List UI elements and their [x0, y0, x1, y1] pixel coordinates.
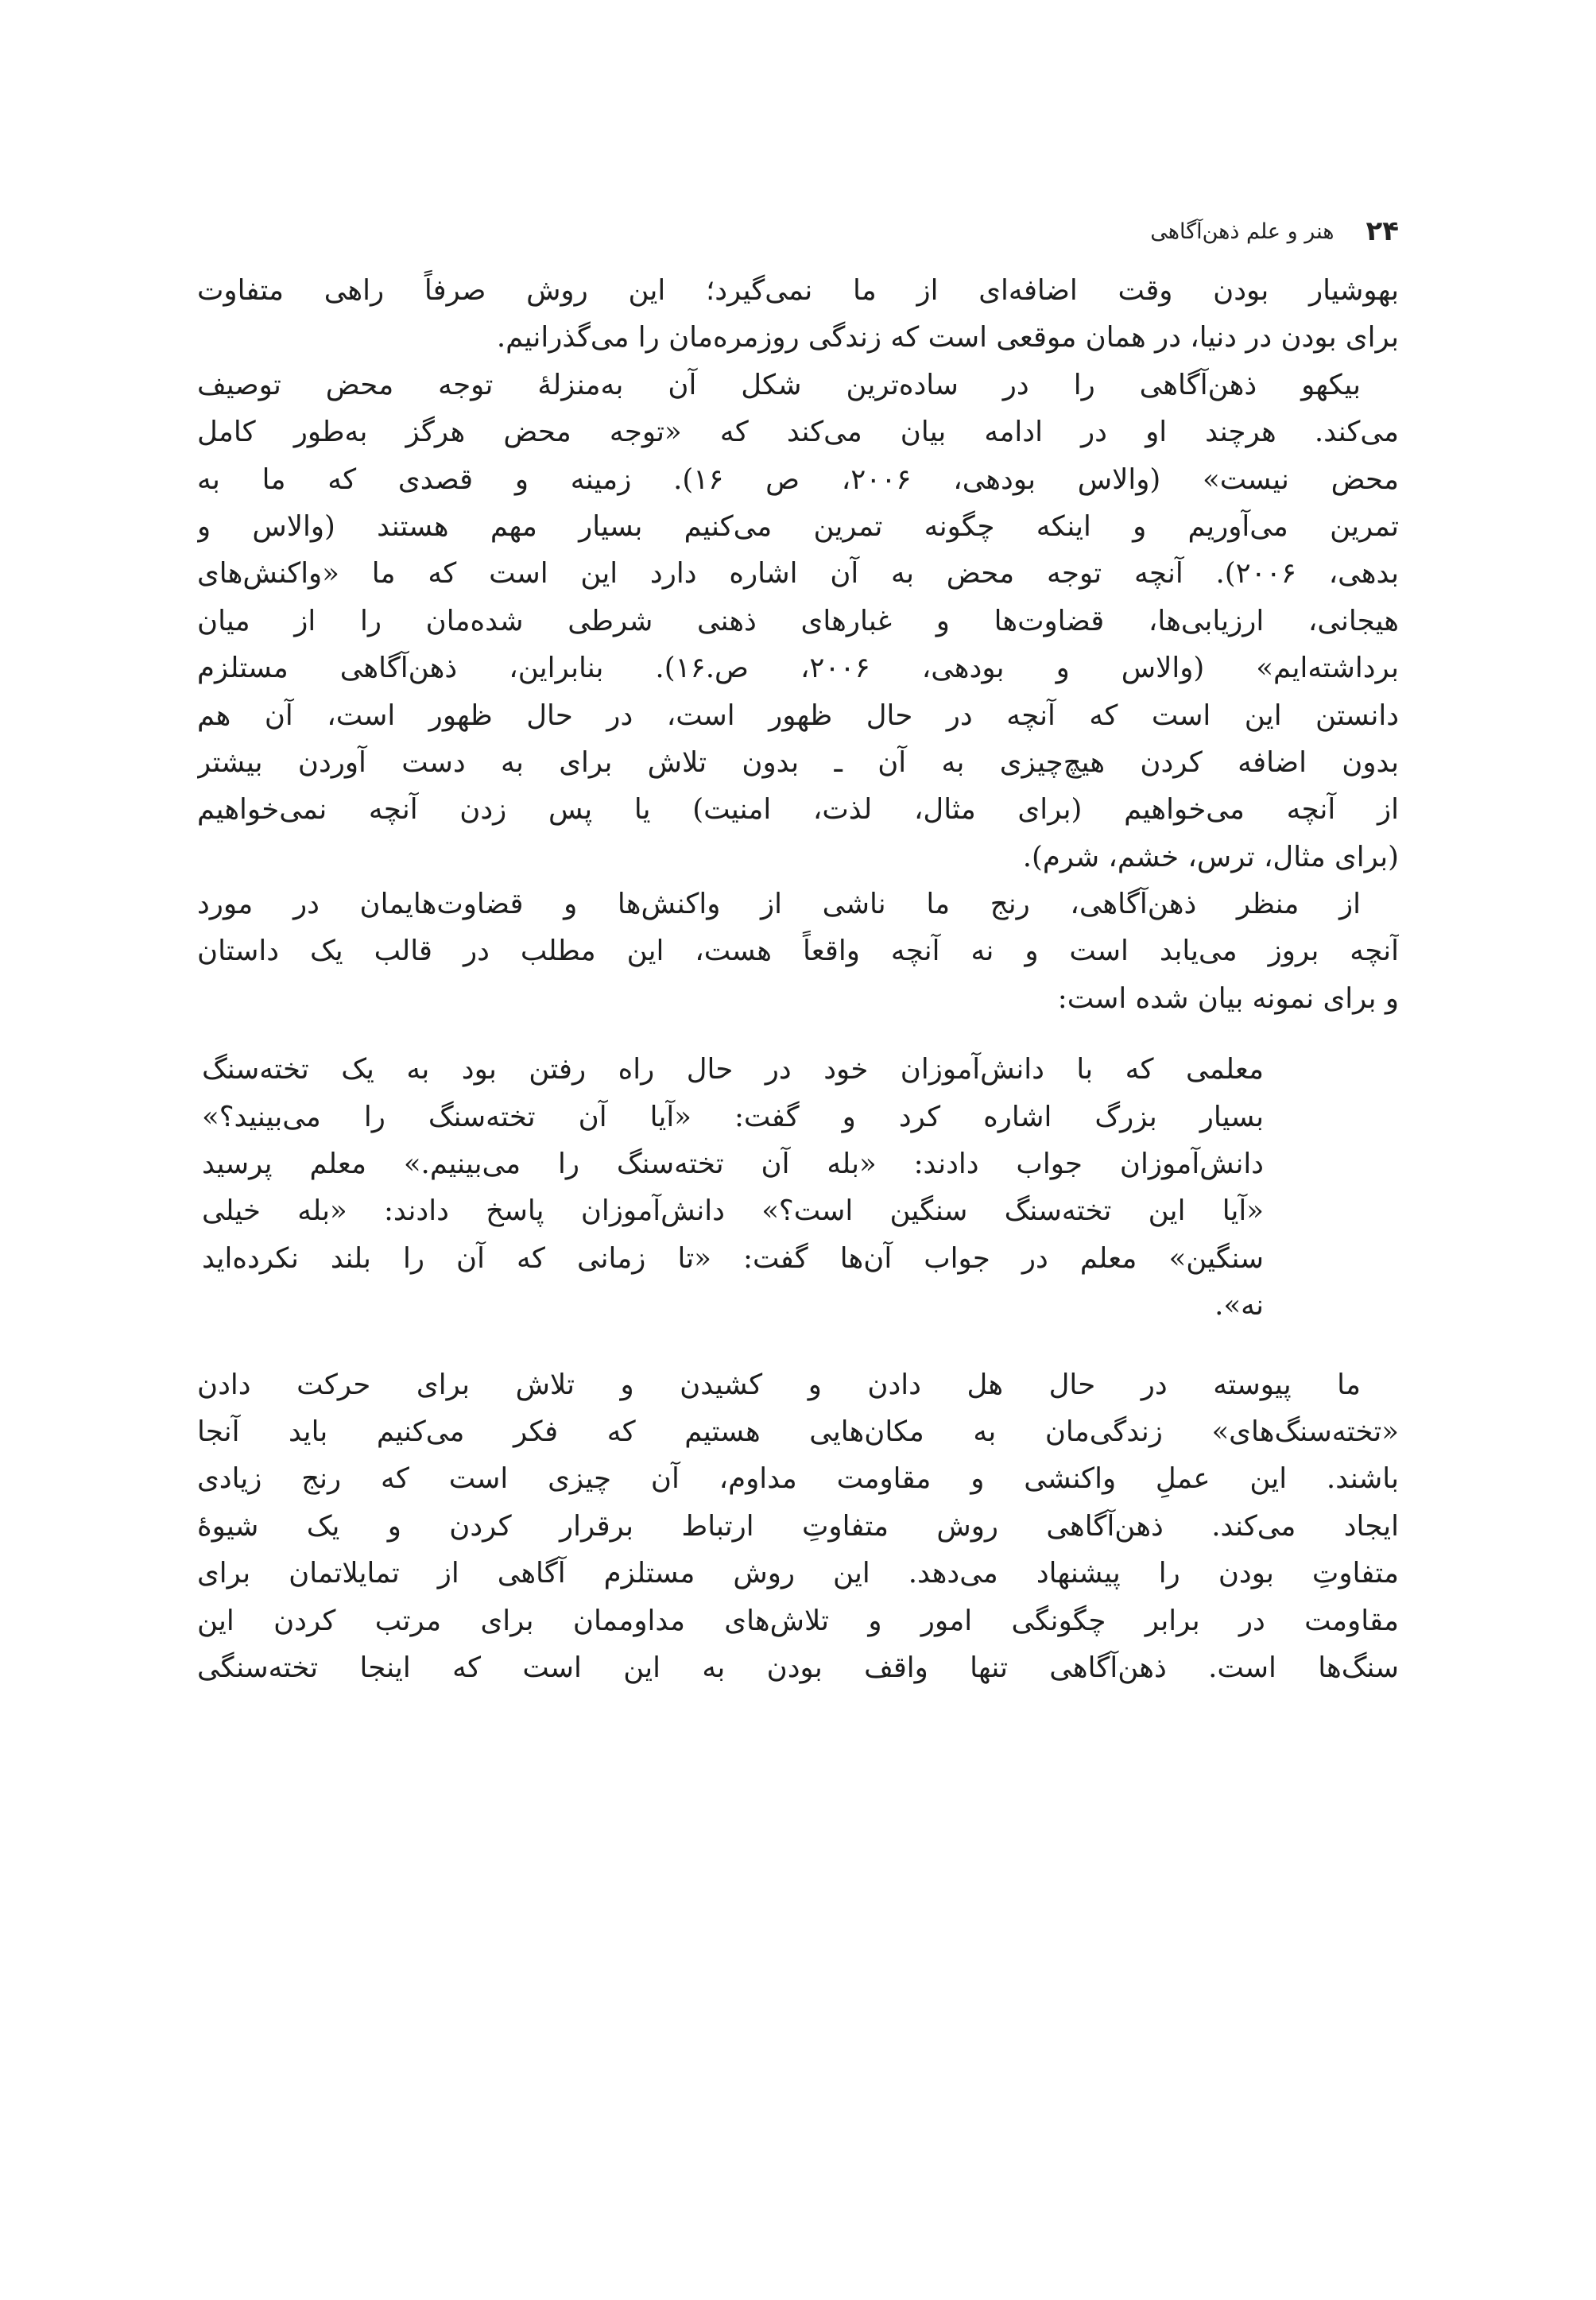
paragraph: [197, 362, 1399, 881]
text-line: از آنچه می‌خواهیم (برای مثال، لذت، امنیت) یا پس زدن آنچه نمی‌خواهیم: [197, 793, 1399, 827]
text-line: (برای مثال، ترس، خشم، شرم).: [1022, 840, 1399, 873]
body-text: [197, 267, 1399, 1691]
quote-line: نه».: [1214, 1289, 1264, 1322]
text-line: باشند. این عملِ واکنشی و مقاومت مداوم، آن چیزی است که رنج زیادی: [197, 1462, 1399, 1496]
text-line: محض نیست» (والاس بودهی، ۲۰۰۶، ص ۱۶). زمینه و قصدی که ما به: [197, 463, 1399, 496]
text-line: «تخته‌سنگ‌های» زندگی‌مان به مکان‌هایی هستیم که فکر می‌کنیم باید آنجا: [197, 1415, 1399, 1448]
text-line: بیکهو ذهن‌آگاهی را در ساده‌ترین شکل آن به‌منزلهٔ توجه محض توصیف: [197, 368, 1361, 401]
quote-line: سنگین» معلم در جواب آن‌ها گفت: «تا زمانی که آن را بلند نکرده‌اید: [202, 1241, 1264, 1275]
paragraph: [197, 881, 1399, 1022]
text-line: بدهی، ۲۰۰۶). آنچه توجه محض به آن اشاره دارد این است که ما «واکنش‌های: [197, 557, 1399, 590]
block-quote: [202, 1046, 1264, 1329]
quote-line: «آیا این تخته‌سنگ سنگین است؟» دانش‌آموزان پاسخ دادند: «بله خیلی: [202, 1195, 1264, 1228]
quote-line: معلمی که با دانش‌آموزان خود در حال راه رفتن بود به یک تخته‌سنگ: [202, 1053, 1264, 1086]
text-line: سنگ‌ها است. ذهن‌آگاهی تنها واقف بودن به این است که اینجا تخته‌سنگی: [197, 1651, 1399, 1684]
quote-line: دانش‌آموزان جواب دادند: «بله آن تخته‌سنگ را می‌بینیم.» معلم پرسید: [202, 1148, 1264, 1181]
paragraph: [197, 1361, 1399, 1692]
text-line: برداشته‌ایم» (والاس و بودهی، ۲۰۰۶، ص.۱۶). بنابراین، ذهن‌آگاهی مستلزم: [197, 652, 1399, 685]
running-header: [191, 213, 1399, 250]
text-line: متفاوتِ بودن را پیشنهاد می‌دهد. این روش مستلزم آگاهی از تمایلاتمان برای: [197, 1557, 1399, 1590]
page-number: ۲۴: [1366, 215, 1399, 247]
text-line: بهوشیار بودن وقت اضافه‌ای از ما نمی‌گیرد؛ این روش صرفاً راهی متفاوت: [197, 274, 1399, 307]
text-line: از منظر ذهن‌آگاهی، رنج ما ناشی از واکنش‌ها و قضاوت‌هایمان در مورد: [197, 888, 1361, 921]
text-line: می‌کند. هرچند او در ادامه بیان می‌کند که «توجه محض هرگز به‌طور کامل: [197, 416, 1399, 449]
text-line: آنچه بروز می‌یابد است و نه آنچه واقعاً هست، این مطلب در قالب یک داستان: [197, 935, 1399, 968]
text-line: ایجاد می‌کند. ذهن‌آگاهی روش متفاوتِ ارتباط برقرار کردن و یک شیوهٔ: [197, 1509, 1399, 1543]
text-line: دانستن این است که آنچه در حال ظهور است، در حال ظهور است، آن هم: [197, 699, 1399, 732]
text-line: مقاومت در برابر چگونگی امور و تلاش‌های مداوممان برای مرتب کردن این: [197, 1604, 1399, 1637]
quote-line: بسیار بزرگ اشاره کرد و گفت: «آیا آن تخته‌سنگ را می‌بینید؟»: [202, 1100, 1264, 1133]
text-line: ما پیوسته در حال هل دادن و کشیدن و تلاش برای حرکت دادن: [197, 1368, 1361, 1401]
text-line: برای بودن در دنیا، در همان موقعی است که زندگی روزمره‌مان را می‌گذرانیم.: [496, 321, 1399, 354]
text-line: بدون اضافه کردن هیچ‌چیزی به آن ـ بدون تلاش برای به دست آوردن بیشتر: [197, 745, 1399, 779]
text-line: و برای نمونه بیان شده است:: [1057, 982, 1399, 1015]
running-title: هنر و علم ذهن‌آگاهی: [1150, 219, 1335, 244]
text-line: هیجانی، ارزیابی‌ها، قضاوت‌ها و غبارهای ذهنی شرطی شده‌مان را از میان: [197, 604, 1399, 637]
text-line: تمرین می‌آوریم و اینکه چگونه تمرین می‌کنیم بسیار مهم هستند (والاس و: [197, 509, 1399, 543]
paragraph: [197, 267, 1399, 362]
